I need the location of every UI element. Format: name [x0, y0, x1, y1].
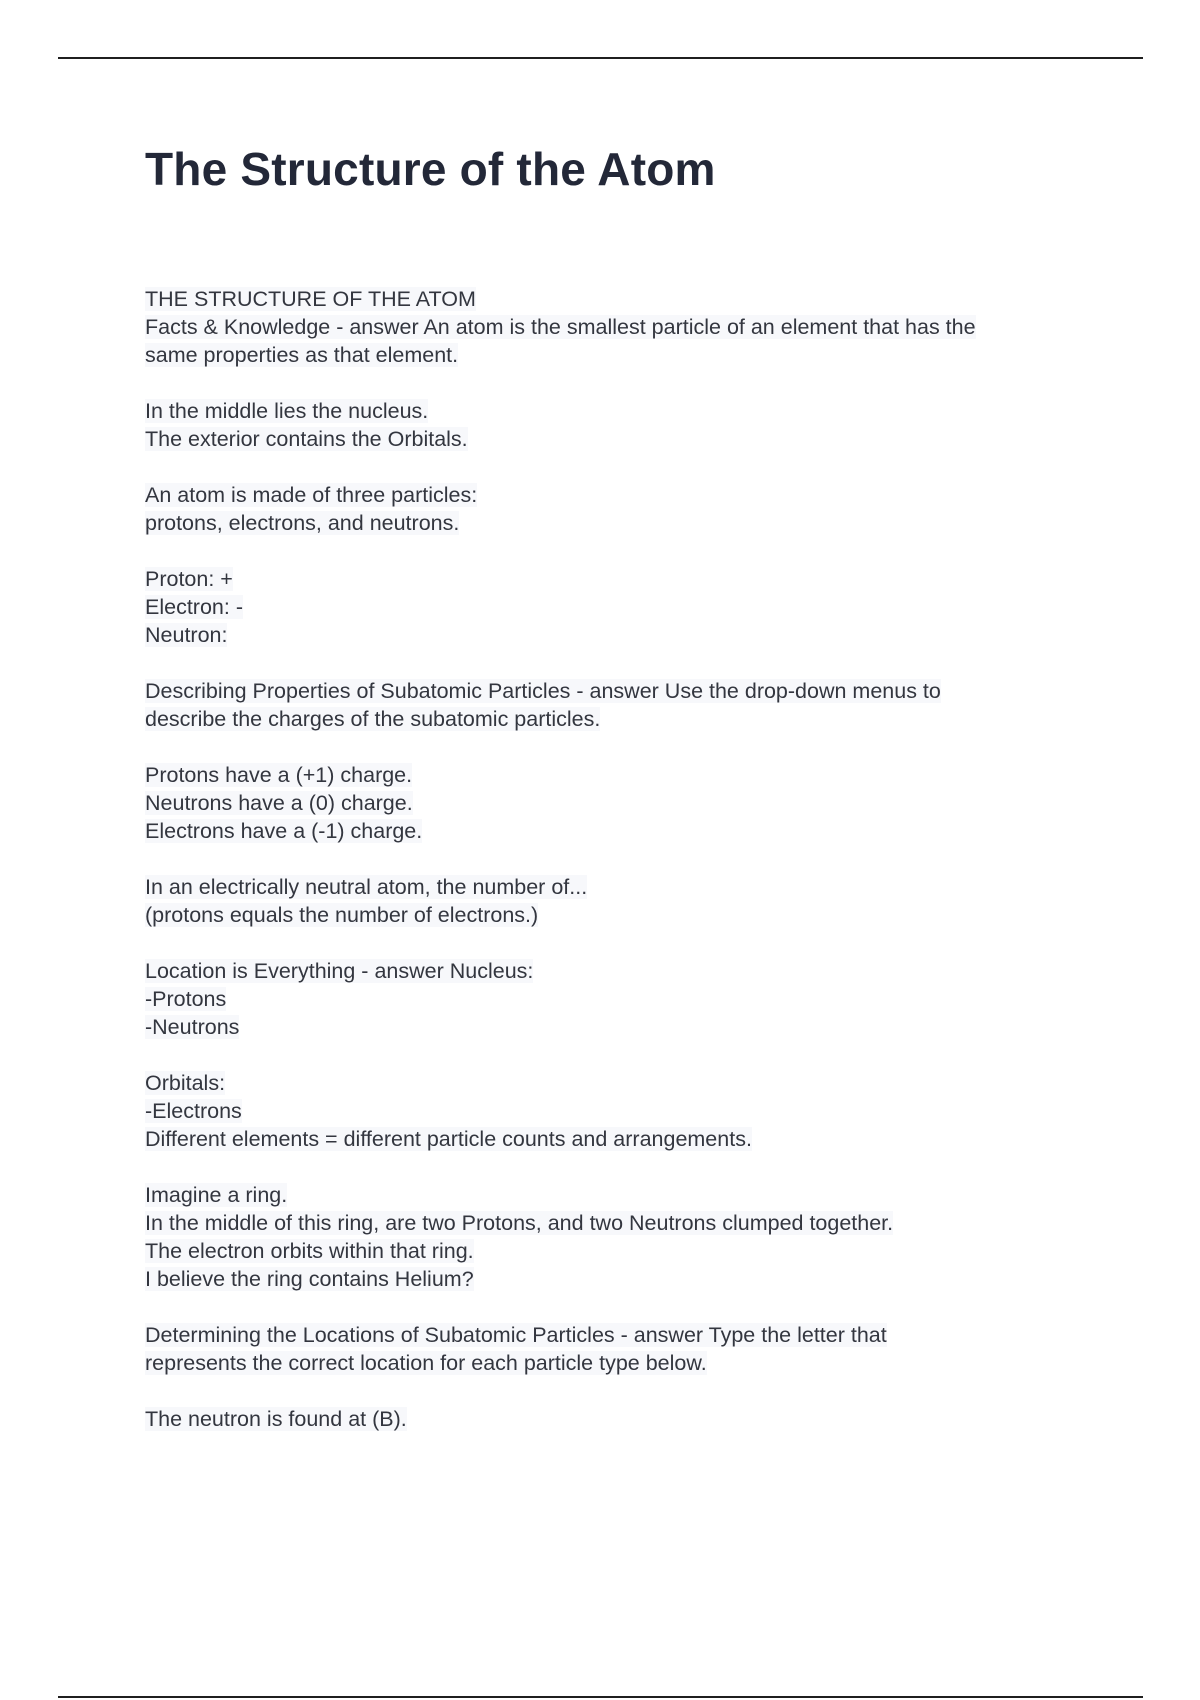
text-line-content: Electron: - — [145, 595, 243, 619]
text-line-content: The electron orbits within that ring. — [145, 1239, 474, 1263]
paragraph — [145, 565, 1095, 649]
text-line — [145, 1013, 1095, 1041]
text-line-content: THE STRUCTURE OF THE ATOM — [145, 287, 476, 311]
text-line-content: describe the charges of the subatomic particles. — [145, 707, 601, 731]
text-line — [145, 817, 1095, 845]
document-body — [145, 285, 1095, 1461]
text-line — [145, 1097, 1095, 1125]
text-line — [145, 705, 1095, 733]
text-line — [145, 509, 1095, 537]
text-line-content: Neutrons have a (0) charge. — [145, 791, 413, 815]
text-line-content: Neutron: — [145, 623, 228, 647]
text-line — [145, 397, 1095, 425]
text-line — [145, 901, 1095, 929]
text-line-content: In the middle of this ring, are two Protons, and two Neutrons clumped together. — [145, 1211, 894, 1235]
text-line — [145, 1069, 1095, 1097]
text-line — [145, 761, 1095, 789]
document-title: The Structure of the Atom — [145, 143, 716, 195]
text-line-content: An atom is made of three particles: — [145, 483, 478, 507]
text-line-content: protons, electrons, and neutrons. — [145, 511, 460, 535]
text-line-content: (protons equals the number of electrons.) — [145, 903, 539, 927]
paragraph — [145, 761, 1095, 845]
text-line — [145, 341, 1095, 369]
text-line-content: In the middle lies the nucleus. — [145, 399, 429, 423]
text-line-content: -Electrons — [145, 1099, 242, 1123]
text-line-content: same properties as that element. — [145, 343, 459, 367]
text-line-content: Proton: + — [145, 567, 233, 591]
text-line-content: Different elements = different particle counts and arrangements. — [145, 1127, 752, 1151]
text-line — [145, 1321, 1095, 1349]
paragraph — [145, 1321, 1095, 1377]
paragraph — [145, 397, 1095, 453]
paragraph — [145, 1069, 1095, 1153]
text-line — [145, 565, 1095, 593]
paragraph — [145, 1181, 1095, 1293]
text-line — [145, 957, 1095, 985]
paragraph — [145, 873, 1095, 929]
text-line-content: Imagine a ring. — [145, 1183, 288, 1207]
text-line — [145, 1265, 1095, 1293]
text-line — [145, 313, 1095, 341]
text-line — [145, 1349, 1095, 1377]
text-line — [145, 789, 1095, 817]
text-line — [145, 1405, 1095, 1433]
text-line — [145, 1125, 1095, 1153]
text-line-content: Facts & Knowledge - answer An atom is the smallest particle of an element that has the — [145, 315, 976, 339]
text-line — [145, 1209, 1095, 1237]
text-line-content: I believe the ring contains Helium? — [145, 1267, 474, 1291]
text-line-content: In an electrically neutral atom, the number of... — [145, 875, 588, 899]
text-line-content: -Neutrons — [145, 1015, 240, 1039]
text-line-content: The neutron is found at (B). — [145, 1407, 407, 1431]
text-line — [145, 1237, 1095, 1265]
text-line — [145, 425, 1095, 453]
paragraph — [145, 1405, 1095, 1433]
text-line-content: Electrons have a (-1) charge. — [145, 819, 423, 843]
text-line-content: Describing Properties of Subatomic Particles - answer Use the drop-down menus to — [145, 679, 941, 703]
text-line-content: Protons have a (+1) charge. — [145, 763, 413, 787]
text-line — [145, 1181, 1095, 1209]
bottom-rule — [58, 1696, 1143, 1698]
text-line — [145, 621, 1095, 649]
text-line — [145, 873, 1095, 901]
text-line-content: Location is Everything - answer Nucleus: — [145, 959, 534, 983]
text-line — [145, 677, 1095, 705]
text-line-content: Orbitals: — [145, 1071, 226, 1095]
top-rule — [58, 57, 1143, 59]
paragraph — [145, 677, 1095, 733]
paragraph — [145, 285, 1095, 369]
text-line-content: represents the correct location for each particle type below. — [145, 1351, 707, 1375]
text-line — [145, 593, 1095, 621]
text-line — [145, 481, 1095, 509]
text-line-content: -Protons — [145, 987, 227, 1011]
paragraph — [145, 481, 1095, 537]
text-line-content: The exterior contains the Orbitals. — [145, 427, 468, 451]
text-line — [145, 285, 1095, 313]
text-line — [145, 985, 1095, 1013]
paragraph — [145, 957, 1095, 1041]
text-line-content: Determining the Locations of Subatomic Particles - answer Type the letter that — [145, 1323, 887, 1347]
